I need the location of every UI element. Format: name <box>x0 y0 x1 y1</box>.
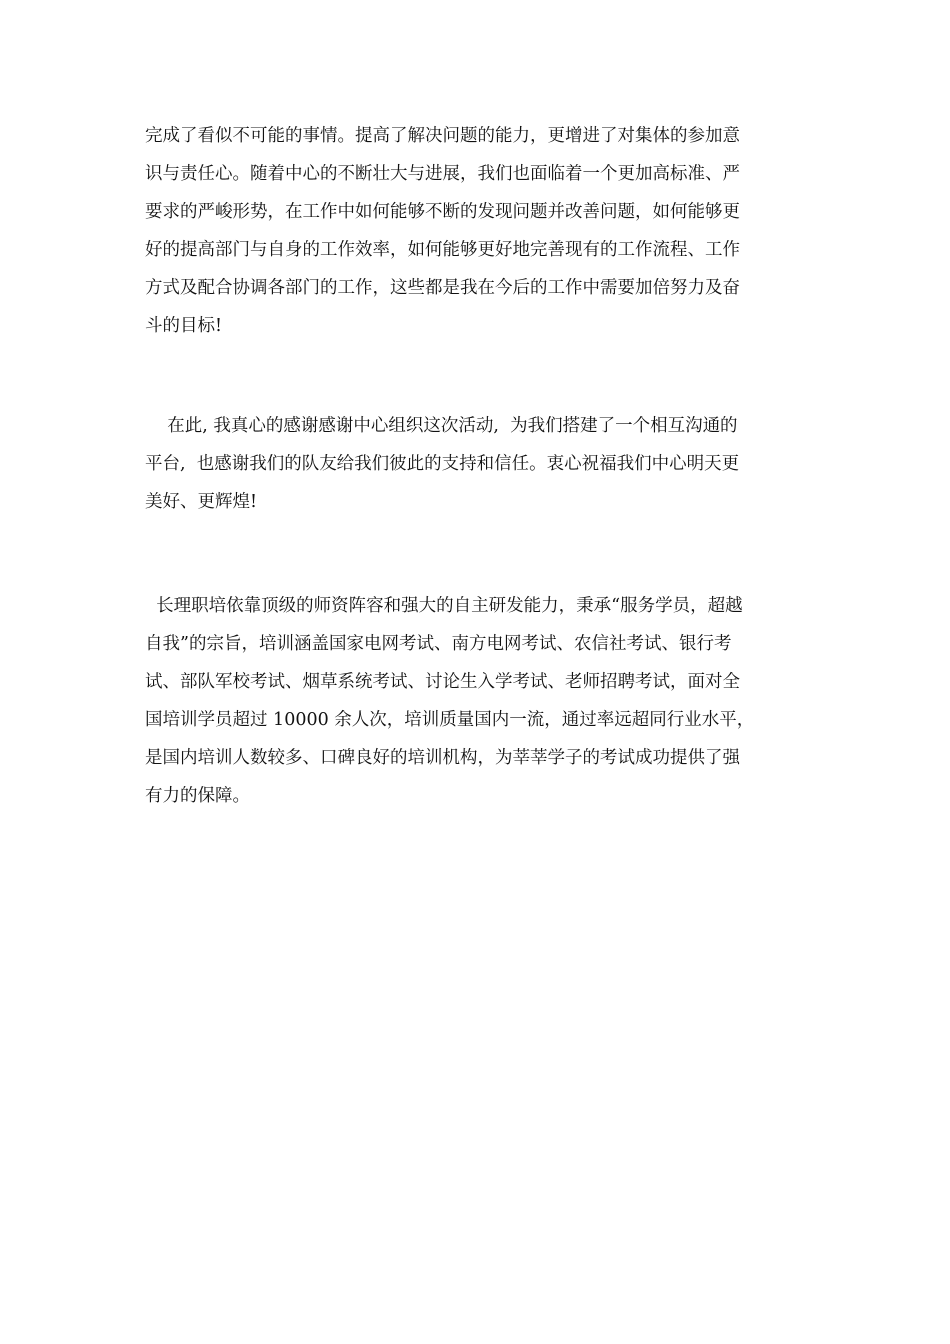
text-line: 有力的保障。 <box>145 786 250 806</box>
text-line: 要求的严峻形势，在工作中如何能够不断的发现问题并改善问题，如何能够更 <box>145 202 740 222</box>
paragraph-institution <box>145 587 815 815</box>
paragraph-thanks <box>145 407 815 521</box>
text-line: 识与责任心。随着中心的不断壮大与进展，我们也面临着一个更加高标准、严 <box>145 164 740 184</box>
text-line: 好的提高部门与自身的工作效率，如何能够更好地完善现有的工作流程、工作 <box>145 240 740 260</box>
paragraph-achievements <box>145 117 815 345</box>
text-line: 完成了看似不可能的事情。提高了解决问题的能力，更增进了对集体的参加意 <box>145 126 740 146</box>
text-line: 在此, 我真心的感谢感谢中心组织这次活动, 为我们搭建了一个相互沟通的 <box>145 416 738 436</box>
text-line: 长理职培依靠顶级的师资阵容和强大的自主研发能力，秉承“服务学员，超越 <box>145 596 743 616</box>
text-line: 美好、更辉煌! <box>145 492 258 512</box>
text-line: 斗的目标! <box>145 316 223 336</box>
text-line: 方式及配合协调各部门的工作，这些都是我在今后的工作中需要加倍努力及奋 <box>145 278 740 298</box>
text-line: 国培训学员超过 10000 余人次，培训质量国内一流，通过率远超同行业水平， <box>145 710 755 730</box>
text-line: 试、部队军校考试、烟草系统考试、讨论生入学考试、老师招聘考试，面对全 <box>145 672 740 692</box>
text-line: 自我”的宗旨，培训涵盖国家电网考试、南方电网考试、农信社考试、银行考 <box>145 634 732 654</box>
text-line: 平台, 也感谢我们的队友给我们彼此的支持和信任。衷心祝福我们中心明天更 <box>145 454 740 474</box>
text-line: 是国内培训人数较多、口碑良好的培训机构，为莘莘学子的考试成功提供了强 <box>145 748 740 768</box>
